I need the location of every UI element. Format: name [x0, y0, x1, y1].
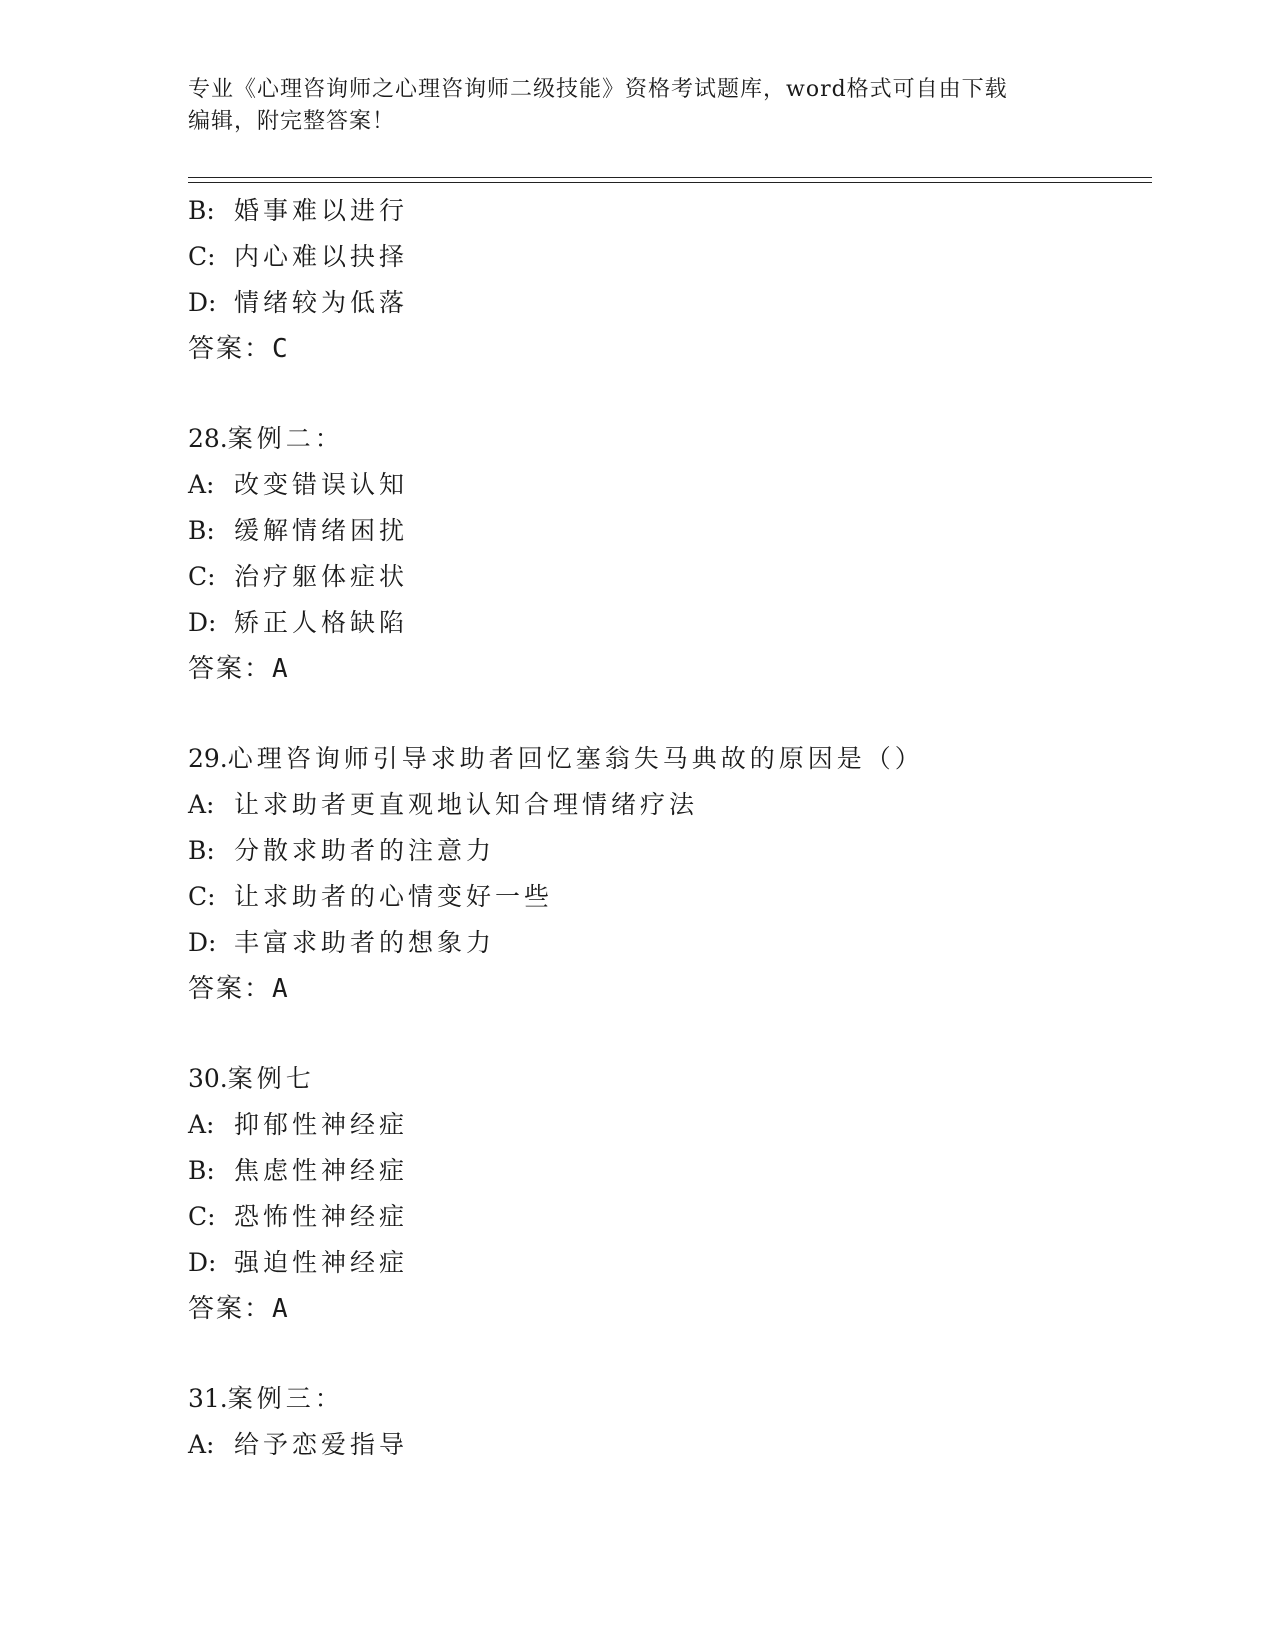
question-number: 30. [188, 1064, 228, 1093]
option-text: 缓解情绪困扰 [234, 516, 409, 545]
option-letter: A: [188, 1430, 215, 1459]
answer-value: A [272, 974, 288, 1004]
option-letter: C: [188, 1202, 216, 1231]
header-divider-bottom [188, 182, 1152, 183]
question-title [188, 736, 1152, 782]
spacer [188, 372, 1152, 416]
option-text: 强迫性神经症 [234, 1248, 409, 1277]
option-row [188, 1194, 1152, 1240]
spacer [188, 1332, 1152, 1376]
spacer [188, 1012, 1152, 1056]
question-number: 31. [188, 1384, 228, 1413]
option-row [188, 1148, 1152, 1194]
question-block [188, 1376, 1152, 1468]
option-text: 让求助者的心情变好一些 [234, 882, 554, 911]
option-text: 治疗躯体症状 [234, 562, 409, 591]
option-text: 情绪较为低落 [234, 288, 409, 317]
question-text: 案例七 [227, 1064, 315, 1093]
header-line-1: 专业《心理咨询师之心理咨询师二级技能》资格考试题库，word格式可自由下载 [188, 77, 1008, 102]
option-text: 矫正人格缺陷 [234, 608, 409, 637]
option-letter: B: [188, 1156, 215, 1185]
option-row [188, 1240, 1152, 1286]
option-letter: A: [188, 790, 215, 819]
question-title [188, 1056, 1152, 1102]
question-text: 案例三： [227, 1384, 344, 1413]
option-letter: B: [188, 836, 215, 865]
option-text: 让求助者更直观地认知合理情绪疗法 [234, 790, 699, 819]
option-letter: C: [188, 242, 216, 271]
option-row [188, 1102, 1152, 1148]
option-row [188, 508, 1152, 554]
answer-row [188, 966, 1152, 1012]
spacer [188, 692, 1152, 736]
answer-row [188, 326, 1152, 372]
question-number: 29. [188, 744, 228, 773]
option-row [188, 234, 1152, 280]
question-block [188, 1056, 1152, 1332]
option-text: 内心难以抉择 [234, 242, 409, 271]
option-letter: D: [188, 1248, 217, 1277]
option-letter: B: [188, 516, 215, 545]
option-row [188, 782, 1152, 828]
document-header [188, 74, 1088, 138]
answer-row [188, 646, 1152, 692]
option-row [188, 828, 1152, 874]
option-row [188, 280, 1152, 326]
question-text: 心理咨询师引导求助者回忆塞翁失马典故的原因是（） [227, 744, 924, 773]
option-letter: B: [188, 196, 215, 225]
question-block [188, 416, 1152, 692]
question-block [188, 736, 1152, 1012]
answer-value: A [272, 654, 288, 684]
option-text: 分散求助者的注意力 [234, 836, 496, 865]
option-text: 抑郁性神经症 [234, 1110, 409, 1139]
answer-label: 答案： [188, 974, 273, 1004]
answer-label: 答案： [188, 654, 273, 684]
option-text: 焦虑性神经症 [234, 1156, 409, 1185]
option-text: 婚事难以进行 [234, 196, 409, 225]
option-row [188, 188, 1152, 234]
answer-value: A [272, 1294, 288, 1324]
option-letter: D: [188, 928, 217, 957]
option-letter: C: [188, 562, 216, 591]
option-row [188, 920, 1152, 966]
question-number: 28. [188, 424, 228, 453]
option-row [188, 554, 1152, 600]
option-row [188, 462, 1152, 508]
option-text: 给予恋爱指导 [234, 1430, 409, 1459]
answer-label: 答案： [188, 1294, 273, 1324]
option-text: 改变错误认知 [234, 470, 409, 499]
option-letter: C: [188, 882, 216, 911]
option-letter: D: [188, 288, 217, 317]
question-list [188, 188, 1152, 1468]
question-title [188, 416, 1152, 462]
option-text: 恐怖性神经症 [234, 1202, 409, 1231]
option-row [188, 874, 1152, 920]
option-text: 丰富求助者的想象力 [234, 928, 496, 957]
answer-value: C [272, 334, 288, 364]
question-title [188, 1376, 1152, 1422]
answer-row [188, 1286, 1152, 1332]
question-block-continued [188, 188, 1152, 372]
question-text: 案例二： [227, 424, 344, 453]
answer-label: 答案： [188, 334, 273, 364]
header-divider-top [188, 177, 1152, 178]
header-line-2: 编辑，附完整答案！ [188, 109, 396, 134]
option-row [188, 600, 1152, 646]
option-letter: D: [188, 608, 217, 637]
option-letter: A: [188, 470, 215, 499]
option-row [188, 1422, 1152, 1468]
option-letter: A: [188, 1110, 215, 1139]
